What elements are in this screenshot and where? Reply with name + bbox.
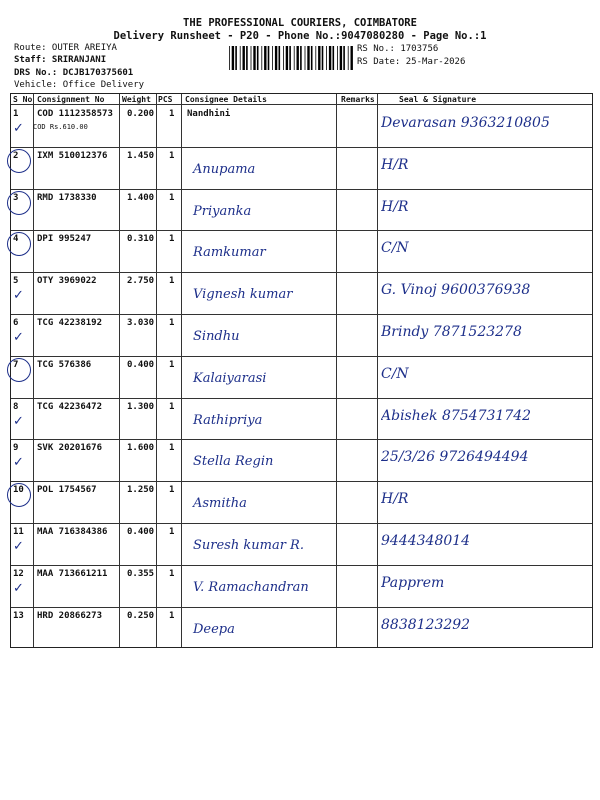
pieces-count: 1 <box>169 485 175 496</box>
weight-value: 1.300 <box>127 401 155 412</box>
signature-note: Papprem <box>381 574 445 591</box>
pieces-count: 1 <box>169 276 175 287</box>
col-header-consignee: Consignee Details <box>185 95 267 104</box>
weight-value: 0.400 <box>127 359 155 370</box>
signature-note: C/N <box>381 365 409 382</box>
row-divider <box>11 481 592 482</box>
table-row <box>11 314 592 356</box>
signature-note: Brindy 7871523278 <box>381 324 522 340</box>
serial-number: 10 <box>13 485 24 496</box>
col-header-seal: Seal & Signature <box>399 95 477 104</box>
consignment-number: HRD 20866273 <box>37 610 103 621</box>
table-row <box>11 439 592 481</box>
col-header-pcs: PCS <box>158 95 173 104</box>
row-divider <box>11 607 592 608</box>
col-header-consignment: Consignment No <box>37 95 105 104</box>
pieces-count: 1 <box>169 568 175 579</box>
rs-date: RS Date: 25-Mar-2026 <box>357 57 466 67</box>
consignee-name: Asmitha <box>193 496 247 512</box>
consignee-name: Deepa <box>193 621 235 637</box>
company-title: THE PROFESSIONAL COURIERS, COIMBATORE <box>183 17 417 29</box>
consignment-number: POL 1754567 <box>37 485 97 496</box>
row-divider <box>11 356 592 357</box>
barcode-image <box>228 46 356 70</box>
checkmark-icon: ✓ <box>13 121 24 136</box>
table-row <box>11 565 592 607</box>
consignee-name: Nandhini <box>187 109 231 119</box>
pieces-count: 1 <box>169 359 175 370</box>
consignee-name: Anupama <box>193 161 256 177</box>
pieces-count: 1 <box>169 150 175 161</box>
consignment-number: RMD 1738330 <box>37 192 97 203</box>
serial-number: 6 <box>13 318 19 328</box>
table-row <box>11 230 592 272</box>
table-row <box>11 272 592 314</box>
consignee-name: Kalaiyarasi <box>193 370 267 386</box>
consignment-number: MAA 713661211 <box>37 568 108 579</box>
row-divider <box>11 189 592 190</box>
consignment-number: COD 1112358573 <box>37 109 113 119</box>
table-row <box>11 147 592 189</box>
consignee-name: Priyanka <box>193 203 252 219</box>
cod-amount: COD Rs.610.00 <box>33 123 88 131</box>
checkmark-icon: ✓ <box>13 455 24 471</box>
consignment-number: IXM 510012376 <box>37 150 108 161</box>
table-row <box>11 481 592 523</box>
consignment-number: TCG 42236472 <box>37 401 103 412</box>
col-header-weight: Weight <box>122 95 151 104</box>
weight-value: 1.400 <box>127 192 155 203</box>
pieces-count: 1 <box>169 109 175 119</box>
circle-mark-icon <box>7 232 31 256</box>
row-divider <box>11 147 592 148</box>
consignee-name: Suresh kumar R. <box>193 538 304 553</box>
row-divider <box>11 565 592 566</box>
signature-note: H/R <box>381 156 409 173</box>
row-divider <box>11 439 592 440</box>
serial-number: 2 <box>13 150 19 161</box>
col-header-remarks: Remarks <box>341 95 375 104</box>
weight-value: 0.250 <box>127 610 155 621</box>
staff-label: Staff: SRIRANJANI <box>14 55 107 65</box>
consignment-number: TCG 576386 <box>37 359 92 370</box>
serial-number: 3 <box>13 192 19 203</box>
row-divider <box>11 230 592 231</box>
serial-number: 1 <box>13 109 19 119</box>
weight-value: 0.200 <box>127 109 155 119</box>
weight-value: 0.355 <box>127 568 155 579</box>
rs-number: RS No.: 1703756 <box>357 44 439 54</box>
signature-note: C/N <box>381 240 409 257</box>
weight-value: 0.400 <box>127 527 155 537</box>
circle-mark-icon <box>7 483 31 507</box>
pieces-count: 1 <box>169 234 175 245</box>
serial-number: 4 <box>13 234 19 245</box>
circle-mark-icon <box>7 358 31 382</box>
signature-note: 9444348014 <box>381 533 471 549</box>
consignment-number: TCG 42238192 <box>37 318 103 328</box>
route-label: Route: OUTER AREIYA <box>14 43 117 53</box>
weight-value: 3.030 <box>127 318 155 328</box>
table-row <box>11 607 592 649</box>
checkmark-icon: ✓ <box>13 288 24 304</box>
weight-value: 1.450 <box>127 150 155 161</box>
weight-value: 1.250 <box>127 485 155 496</box>
serial-number: 7 <box>13 359 19 370</box>
weight-value: 2.750 <box>127 276 155 287</box>
signature-note: Abishek 8754731742 <box>381 407 532 424</box>
table-row <box>11 189 592 231</box>
signature-note: G. Vinoj 9600376938 <box>381 282 531 299</box>
row-divider <box>11 272 592 273</box>
consignee-name: Stella Regin <box>193 454 274 470</box>
weight-value: 1.600 <box>127 443 155 454</box>
circle-mark-icon <box>7 149 31 173</box>
checkmark-icon: ✓ <box>13 330 24 345</box>
table-row <box>11 356 592 398</box>
vehicle-label: Vehicle: Office Delivery <box>14 80 145 90</box>
col-header-sno: S No <box>13 95 33 104</box>
signature-note: 8838123292 <box>381 616 471 633</box>
row-divider <box>11 314 592 315</box>
checkmark-icon: ✓ <box>13 580 24 596</box>
consignee-name: Ramkumar <box>193 245 266 261</box>
table-row <box>11 523 592 565</box>
consignment-number: MAA 716384386 <box>37 527 108 537</box>
signature-note: H/R <box>381 198 409 215</box>
pieces-count: 1 <box>169 610 175 621</box>
serial-number: 5 <box>13 276 19 287</box>
table-row <box>11 398 592 440</box>
signature-note: Devarasan 9363210805 <box>381 115 550 131</box>
consignment-number: SVK 20201676 <box>37 443 103 454</box>
serial-number: 13 <box>13 610 24 621</box>
signature-note: 25/3/26 9726494494 <box>381 449 529 466</box>
signature-note: H/R <box>381 491 409 508</box>
runsheet-title: Delivery Runsheet - P20 - Phone No.:9047080280 - Page No.:1 <box>113 30 487 42</box>
pieces-count: 1 <box>169 401 175 412</box>
pieces-count: 1 <box>169 318 175 328</box>
pieces-count: 1 <box>169 443 175 454</box>
delivery-table <box>10 93 593 648</box>
serial-number: 12 <box>13 568 24 579</box>
consignee-name: Sindhu <box>193 329 240 344</box>
consignee-name: V. Ramachandran <box>193 579 309 595</box>
consignee-name: Vignesh kumar <box>193 287 293 303</box>
pieces-count: 1 <box>169 527 175 537</box>
drs-label: DRS No.: DCJB170375601 <box>14 68 134 78</box>
consignment-number: OTY 3969022 <box>37 276 97 287</box>
consignee-name: Rathipriya <box>193 412 263 428</box>
table-row <box>11 105 592 147</box>
checkmark-icon: ✓ <box>13 539 24 554</box>
weight-value: 0.310 <box>127 234 155 245</box>
checkmark-icon: ✓ <box>13 413 24 429</box>
serial-number: 9 <box>13 443 19 454</box>
serial-number: 11 <box>13 527 24 537</box>
circle-mark-icon <box>7 191 31 215</box>
row-divider <box>11 523 592 524</box>
consignment-number: DPI 995247 <box>37 234 92 245</box>
serial-number: 8 <box>13 401 19 412</box>
pieces-count: 1 <box>169 192 175 203</box>
row-divider <box>11 398 592 399</box>
